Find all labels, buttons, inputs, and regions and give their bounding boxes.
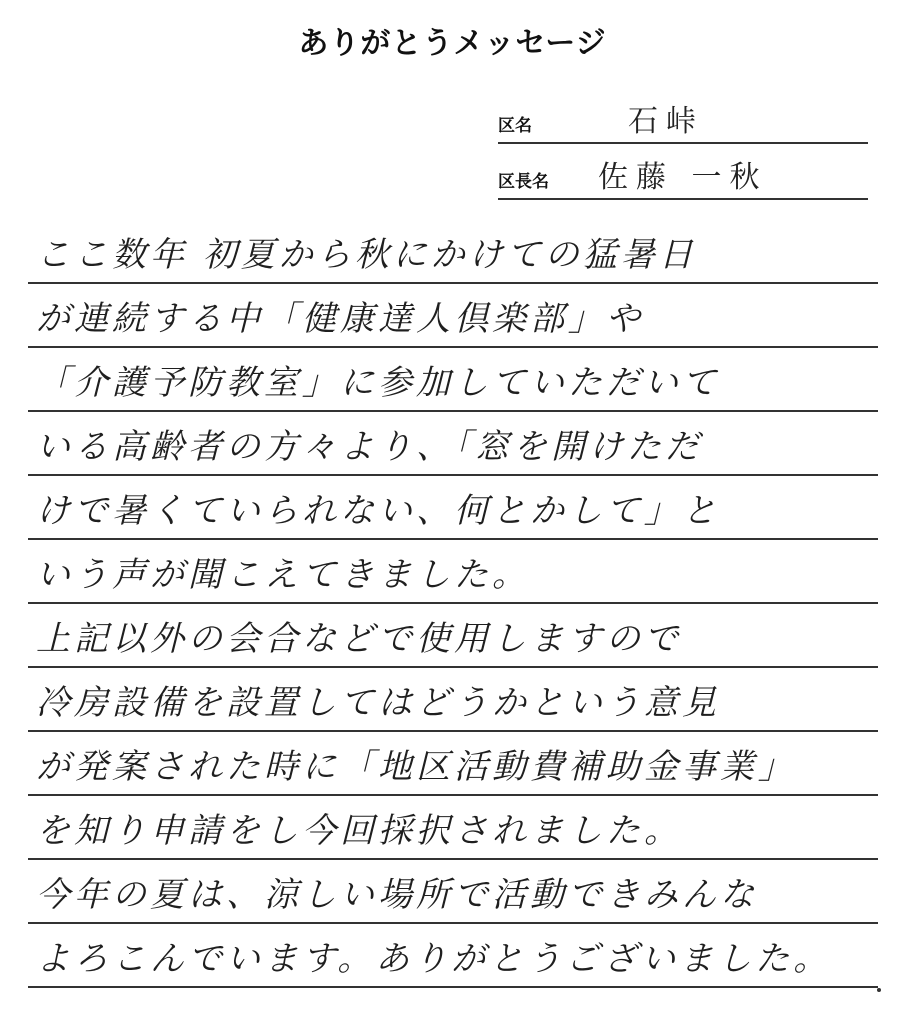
message-line: 「介護予防教室」に参加していただいて: [28, 348, 878, 412]
message-line: 冷房設備を設置してはどうかという意見: [28, 668, 878, 732]
message-line: いう声が聞こえてきました。: [28, 540, 878, 604]
message-line: が連続する中「健康達人倶楽部」や: [28, 284, 878, 348]
message-line: を知り申請をし今回採択されました。: [28, 796, 878, 860]
message-line: けで暑くていられない、何とかして」と: [28, 476, 878, 540]
message-line: 上記以外の会合などで使用しますので: [28, 604, 878, 668]
message-line: ここ数年 初夏から秋にかけての猛暑日: [28, 220, 878, 284]
district-chief-value: 佐藤 一秋: [598, 160, 768, 195]
page-title: ありがとうメッセージ: [298, 26, 607, 61]
district-chief-field: [498, 158, 868, 200]
district-value: 石峠: [628, 104, 704, 139]
district-chief-label: 区長名: [498, 172, 549, 192]
district-label: 区名: [498, 116, 532, 136]
message-line: 今年の夏は、涼しい場所で活動できみんな: [28, 860, 878, 924]
message-line: が発案された時に「地区活動費補助金事業」: [28, 732, 878, 796]
message-line: よろこんでいます。ありがとうございました。: [28, 924, 878, 988]
message-line: いる高齢者の方々より、「窓を開けただ: [28, 412, 878, 476]
district-field: [498, 102, 868, 144]
ink-dot: [877, 988, 881, 992]
